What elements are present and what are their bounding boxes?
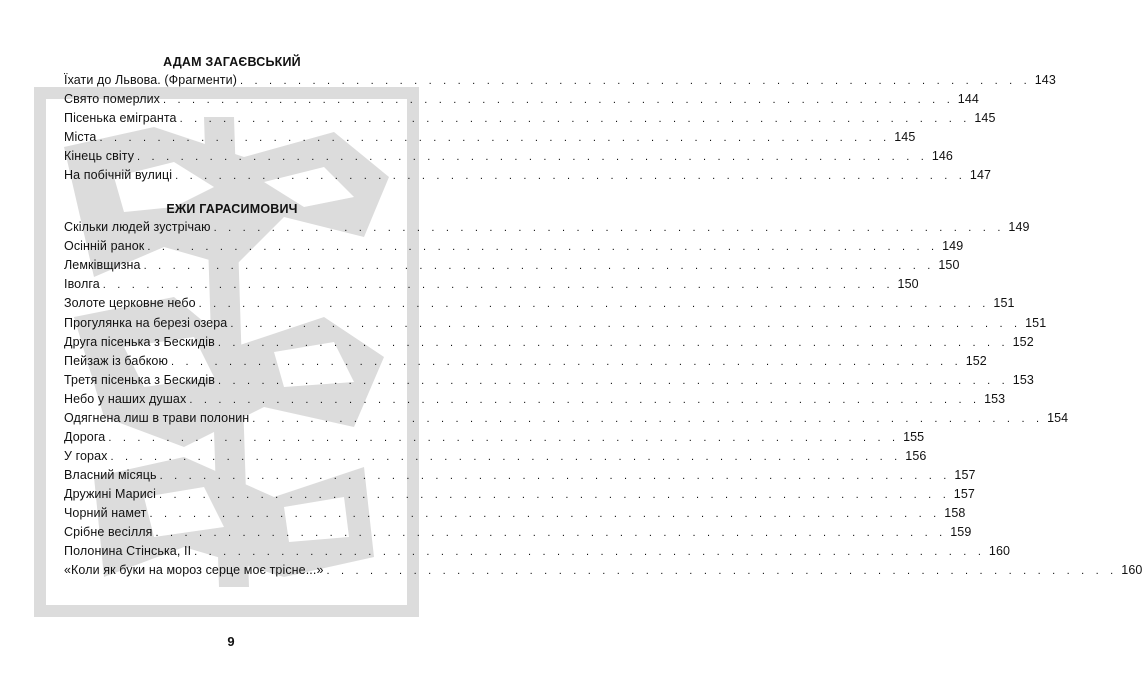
toc-entry[interactable] bbox=[64, 352, 987, 371]
entry-page: 152 bbox=[965, 353, 987, 368]
entry-title: Осінній ранок bbox=[64, 239, 145, 254]
entry-title: Пейзаж із бабкою bbox=[64, 353, 168, 368]
dot-leader: . . . . . . . . . . . . . . . . . . . . . . . . . . . . . . . . . . . . . . . . . . . . . . . . . . . . . . . bbox=[218, 374, 1009, 387]
toc-entry[interactable] bbox=[64, 447, 927, 466]
entry-title: Іволга bbox=[64, 277, 100, 292]
toc-entry[interactable] bbox=[64, 275, 919, 294]
entry-page: 149 bbox=[1008, 220, 1030, 235]
entry-title: Полонина Стінська, II bbox=[64, 544, 192, 559]
entry-title: Свято померлих bbox=[64, 92, 161, 107]
dot-leader: . . . . . . . . . . . . . . . . . . . . . . . . . . . . . . . . . . . . . . . . . . . . . . . . . . . . . . . bbox=[108, 431, 900, 444]
dot-leader: . . . . . . . . . . . . . . . . . . . . . . . . . . . . . . . . . . . . . . . . . . . . . . . . . . . . . . . bbox=[110, 450, 902, 463]
entry-title: Срібне весілля bbox=[64, 525, 153, 540]
entry-title: «Коли як буки на мороз серце моє тріснe...» bbox=[64, 563, 324, 578]
dot-leader: . . . . . . . . . . . . . . . . . . . . . . . . . . . . . . . . . . . . . . . . . . . . . . . . . . . . . . . bbox=[213, 222, 1005, 235]
section-heading: АДАМ ЗАГАЄВСЬКИЙ bbox=[163, 55, 301, 69]
entry-title: Міста bbox=[64, 130, 97, 145]
entry-title: Дружині Марисі bbox=[64, 486, 157, 501]
toc-entry[interactable] bbox=[64, 485, 975, 504]
toc-entry[interactable] bbox=[64, 237, 964, 256]
entry-page: 159 bbox=[950, 525, 972, 540]
toc-entry[interactable] bbox=[64, 71, 1056, 90]
entry-title: На побічній вулиці bbox=[64, 168, 173, 183]
toc-entry[interactable] bbox=[64, 390, 1006, 409]
entry-page: 150 bbox=[938, 258, 960, 273]
toc-entry[interactable] bbox=[64, 409, 1069, 428]
dot-leader: . . . . . . . . . . . . . . . . . . . . . . . . . . . . . . . . . . . . . . . . . . . . . . . . . . . . . . . bbox=[102, 279, 894, 292]
toc-entry[interactable] bbox=[64, 523, 972, 542]
table-of-contents bbox=[64, 52, 1142, 580]
entry-title: Кінець світу bbox=[64, 149, 135, 164]
dot-leader: . . . . . . . . . . . . . . . . . . . . . . . . . . . . . . . . . . . . . . . . . . . . . . . . . . . . . . . bbox=[99, 132, 891, 145]
dot-leader: . . . . . . . . . . . . . . . . . . . . . . . . . . . . . . . . . . . . . . . . . . . . . . . . . . . . . . . bbox=[155, 527, 947, 540]
entry-page: 160 bbox=[1121, 563, 1142, 578]
toc-entry[interactable] bbox=[64, 109, 996, 128]
entry-page: 145 bbox=[974, 111, 996, 126]
section-spacer bbox=[64, 185, 400, 199]
entry-page: 152 bbox=[1012, 334, 1034, 349]
dot-leader: . . . . . . . . . . . . . . . . . . . . . . . . . . . . . . . . . . . . . . . . . . . . . . . . . . . . . . . bbox=[159, 488, 950, 501]
entry-title: Третя пісенька з Бескидів bbox=[64, 372, 215, 387]
dot-leader: . . . . . . . . . . . . . . . . . . . . . . . . . . . . . . . . . . . . . . . . . . . . . . . . . . . . . . . bbox=[170, 355, 962, 368]
dot-leader: . . . . . . . . . . . . . . . . . . . . . . . . . . . . . . . . . . . . . . . . . . . . . . . . . . . . . . . bbox=[163, 94, 954, 107]
entry-page: 160 bbox=[988, 544, 1011, 559]
toc-entry[interactable] bbox=[64, 371, 1034, 390]
dot-leader: . . . . . . . . . . . . . . . . . . . . . . . . . . . . . . . . . . . . . . . . . . . . . . . . . . . . . . . bbox=[239, 75, 1031, 87]
entry-page: 147 bbox=[969, 168, 992, 183]
page-number: 9 bbox=[227, 634, 235, 649]
entry-page: 151 bbox=[1025, 315, 1047, 330]
toc-entry[interactable] bbox=[64, 90, 979, 109]
dot-leader: . . . . . . . . . . . . . . . . . . . . . . . . . . . . . . . . . . . . . . . . . . . . . . . . . . . . . . . bbox=[175, 170, 967, 183]
dot-leader: . . . . . . . . . . . . . . . . . . . . . . . . . . . . . . . . . . . . . . . . . . . . . . . . . . . . . . . bbox=[147, 241, 939, 254]
toc-entry[interactable] bbox=[64, 128, 916, 147]
entry-title: Дорога bbox=[64, 429, 106, 444]
entry-page: 155 bbox=[903, 429, 925, 444]
entry-page: 144 bbox=[957, 92, 979, 107]
toc-entry[interactable] bbox=[64, 504, 966, 523]
entry-title: Їхати до Львова. (Фрагменти) bbox=[64, 73, 237, 87]
dot-leader: . . . . . . . . . . . . . . . . . . . . . . . . . . . . . . . . . . . . . . . . . . . . . . . . . . . . . . . bbox=[137, 151, 928, 164]
toc-entry[interactable] bbox=[64, 314, 1047, 333]
toc-entry[interactable] bbox=[64, 166, 992, 185]
toc-entry[interactable] bbox=[64, 294, 1015, 313]
toc-entry[interactable] bbox=[64, 218, 1030, 237]
toc-entry[interactable] bbox=[64, 428, 925, 447]
section-heading: ЕЖИ ГАРАСИМОВИЧ bbox=[166, 202, 298, 217]
toc-entry[interactable] bbox=[64, 256, 960, 275]
entry-title: Одягнена лиш в трави полонин bbox=[64, 410, 250, 425]
dot-leader: . . . . . . . . . . . . . . . . . . . . . . . . . . . . . . . . . . . . . . . . . . . . . . . . . . . . . . . bbox=[217, 336, 1009, 349]
entry-page: 153 bbox=[1012, 372, 1034, 387]
toc-entry[interactable] bbox=[64, 561, 1142, 580]
entry-page: 157 bbox=[953, 486, 975, 501]
entry-page: 150 bbox=[897, 277, 919, 292]
entry-page: 156 bbox=[905, 448, 927, 463]
entry-title: Скільки людей зустрічаю bbox=[64, 220, 211, 235]
entry-title: Друга пісенька з Бескидів bbox=[64, 334, 215, 349]
toc-entry[interactable] bbox=[64, 333, 1034, 352]
entry-title: У горах bbox=[64, 448, 108, 463]
entry-page: 151 bbox=[993, 296, 1015, 311]
entry-page: 149 bbox=[942, 239, 964, 254]
entry-page: 143 bbox=[1034, 73, 1056, 87]
dot-leader: . . . . . . . . . . . . . . . . . . . . . . . . . . . . . . . . . . . . . . . . . . . . . . . . . . . . . . . bbox=[230, 317, 1022, 330]
dot-leader: . . . . . . . . . . . . . . . . . . . . . . . . . . . . . . . . . . . . . . . . . . . . . . . . . . . . . . . bbox=[198, 298, 990, 311]
dot-leader: . . . . . . . . . . . . . . . . . . . . . . . . . . . . . . . . . . . . . . . . . . . . . . . . . . . . . . . bbox=[189, 393, 981, 406]
dot-leader: . . . . . . . . . . . . . . . . . . . . . . . . . . . . . . . . . . . . . . . . . . . . . . . . . . . . . . . bbox=[159, 469, 951, 482]
entry-page: 146 bbox=[931, 149, 953, 164]
entry-title: Лемківщизна bbox=[64, 258, 141, 273]
dot-leader: . . . . . . . . . . . . . . . . . . . . . . . . . . . . . . . . . . . . . . . . . . . . . . . . . . . . . . . bbox=[143, 260, 935, 273]
dot-leader: . . . . . . . . . . . . . . . . . . . . . . . . . . . . . . . . . . . . . . . . . . . . . . . . . . . . . . . bbox=[149, 507, 941, 520]
dot-leader: . . . . . . . . . . . . . . . . . . . . . . . . . . . . . . . . . . . . . . . . . . . . . . . . . . . . . . . bbox=[194, 546, 986, 559]
entry-title: Власний місяць bbox=[64, 467, 157, 482]
section-zagajewski bbox=[64, 54, 1056, 185]
entry-title: Небо у наших душах bbox=[64, 391, 187, 406]
toc-entry[interactable] bbox=[64, 147, 953, 166]
dot-leader: . . . . . . . . . . . . . . . . . . . . . . . . . . . . . . . . . . . . . . . . . . . . . . . . . . . . . . . bbox=[326, 565, 1118, 578]
dot-leader: . . . . . . . . . . . . . . . . . . . . . . . . . . . . . . . . . . . . . . . . . . . . . . . . . . . . . . . bbox=[179, 113, 971, 126]
toc-entry[interactable] bbox=[64, 466, 976, 485]
dot-leader: . . . . . . . . . . . . . . . . . . . . . . . . . . . . . . . . . . . . . . . . . . . . . . . . . . . . . . . bbox=[252, 412, 1044, 425]
entry-title: Прогулянка на березі озера bbox=[64, 315, 228, 330]
section-harasymowicz bbox=[64, 201, 1142, 580]
entry-page: 145 bbox=[894, 130, 916, 145]
entry-page: 154 bbox=[1047, 410, 1069, 425]
entry-page: 158 bbox=[944, 505, 966, 520]
entry-title: Золоте церковне небо bbox=[64, 296, 196, 311]
entry-title: Чорний намет bbox=[64, 505, 147, 520]
entry-page: 157 bbox=[954, 467, 976, 482]
entry-page: 153 bbox=[984, 391, 1006, 406]
entry-title: Пісенька емігранта bbox=[64, 111, 177, 126]
toc-entry[interactable] bbox=[64, 542, 1011, 561]
